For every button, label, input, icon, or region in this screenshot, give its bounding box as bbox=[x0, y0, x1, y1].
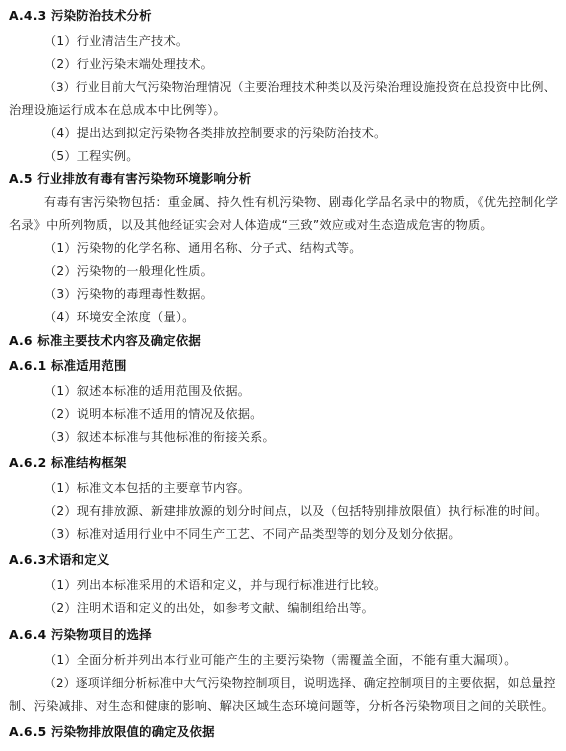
list-item: （2）现有排放源、新建排放源的划分时间点，以及（包括特别排放限值）执行标准的时间。 bbox=[44, 504, 548, 518]
list-item: （2）行业污染末端处理技术。 bbox=[44, 57, 213, 71]
section-heading: A.6.3术语和定义 bbox=[9, 552, 110, 567]
section-heading: A.6.2 标准结构框架 bbox=[9, 455, 127, 470]
list-item: （2）逐项详细分析标准中大气污染物控制项目，说明选择、确定控制项目的主要依据，如总量控 bbox=[44, 676, 556, 690]
list-item: （3）叙述本标准与其他标准的衔接关系。 bbox=[44, 430, 275, 444]
list-item: （1）行业清洁生产技术。 bbox=[44, 34, 189, 48]
paragraph-continuation: 名录》中所列物质，以及其他经证实会对人体造成“三致”效应或对生态造成危害的物质。 bbox=[9, 218, 493, 232]
section-heading: A.6.5 污染物排放限值的确定及依据 bbox=[9, 724, 215, 739]
list-item: （1）污染物的化学名称、通用名称、分子式、结构式等。 bbox=[44, 241, 362, 255]
section-heading: A.6.4 污染物项目的选择 bbox=[9, 627, 152, 642]
section-heading: A.5 行业排放有毒有害污染物环境影响分析 bbox=[9, 171, 252, 186]
list-item: （4）环境安全浓度（量）。 bbox=[44, 310, 195, 324]
list-item: （2）注明术语和定义的出处，如参考文献、编制组给出等。 bbox=[44, 601, 375, 615]
list-item: （1）全面分析并列出本行业可能产生的主要污染物（需覆盖全面，不能有重大漏项）。 bbox=[44, 653, 517, 667]
list-item-continuation: 制、污染减排、对生态和健康的影响、解决区域生态环境问题等，分析各污染物项目之间的关联性。 bbox=[9, 699, 555, 713]
list-item: （4）提出达到拟定污染物各类排放控制要求的污染防治技术。 bbox=[44, 126, 387, 140]
section-heading: A.6 标准主要技术内容及确定依据 bbox=[9, 333, 201, 348]
list-item: （2）污染物的一般理化性质。 bbox=[44, 264, 213, 278]
list-item: （1）列出本标准采用的术语和定义，并与现行标准进行比较。 bbox=[44, 578, 387, 592]
list-item: （3）污染物的毒理毒性数据。 bbox=[44, 287, 213, 301]
paragraph: 有毒有害污染物包括：重金属、持久性有机污染物、剧毒化学品名录中的物质，《优先控制化学 bbox=[44, 195, 559, 209]
section-heading: A.4.3 污染防治技术分析 bbox=[9, 8, 152, 23]
list-item: （3）标准对适用行业中不同生产工艺、不同产品类型等的划分及划分依据。 bbox=[44, 527, 461, 541]
list-item: （3）行业目前大气污染物治理情况（主要治理技术种类以及污染治理设施投资在总投资中比例、 bbox=[44, 80, 556, 94]
list-item: （1）叙述本标准的适用范围及依据。 bbox=[44, 384, 251, 398]
section-heading: A.6.1 标准适用范围 bbox=[9, 358, 127, 373]
list-item: （5）工程实例。 bbox=[44, 149, 139, 163]
list-item-continuation: 治理设施运行成本在总成本中比例等）。 bbox=[9, 103, 226, 117]
list-item: （2）说明本标准不适用的情况及依据。 bbox=[44, 407, 263, 421]
list-item: （1）标准文本包括的主要章节内容。 bbox=[44, 481, 251, 495]
